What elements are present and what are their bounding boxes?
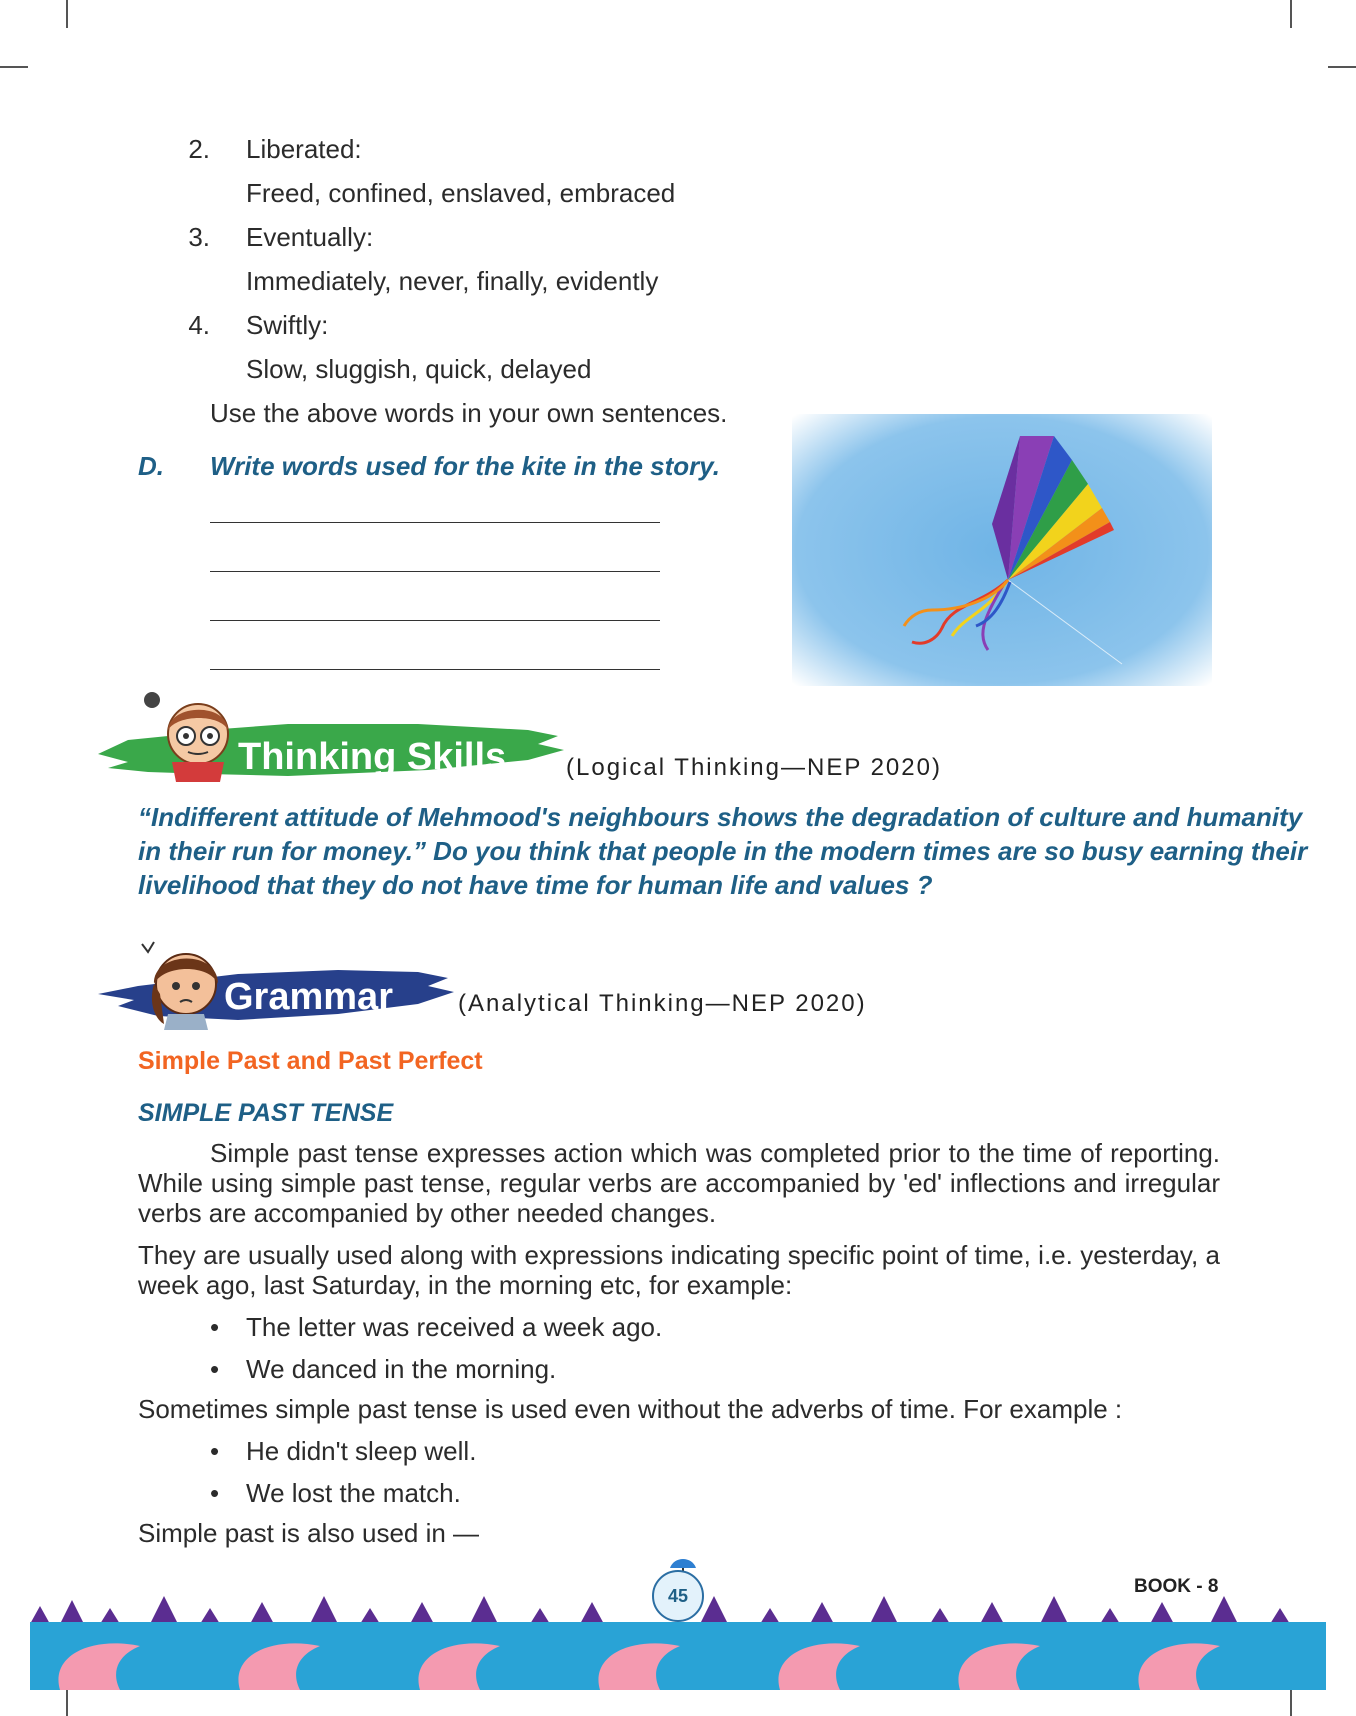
vocab-instruction: Use the above words in your own sentences. — [210, 398, 728, 428]
example-bullet: • We danced in the morning. — [210, 1354, 557, 1384]
grammar-paragraph: Simple past is also used in — — [138, 1518, 480, 1548]
page-number: 45 — [652, 1570, 704, 1622]
section-letter: D. — [138, 451, 164, 481]
crop-mark — [1290, 1688, 1292, 1716]
thinking-nep-tag: (Logical Thinking—NEP 2020) — [566, 754, 942, 781]
example-bullet: • We lost the match. — [210, 1478, 461, 1508]
grammar-heading: SIMPLE PAST TENSE — [138, 1099, 394, 1127]
example-bullet: • He didn't sleep well. — [210, 1436, 477, 1466]
answer-line[interactable] — [210, 620, 660, 621]
vocab-options: Slow, sluggish, quick, delayed — [246, 354, 592, 384]
book-label: BOOK - 8 — [1134, 1576, 1219, 1597]
answer-line[interactable] — [210, 571, 660, 572]
grammar-nep-tag: (Analytical Thinking—NEP 2020) — [458, 990, 867, 1017]
crop-mark — [1328, 66, 1356, 68]
vocab-options: Freed, confined, enslaved, embraced — [246, 178, 676, 208]
answer-line[interactable] — [210, 522, 660, 523]
crop-mark — [66, 1688, 68, 1716]
crop-mark — [66, 0, 68, 28]
thinking-question-line: in their run for money.” Do you think that people in the modern times are so busy earning their — [138, 836, 1308, 866]
grammar-paragraph: Sometimes simple past tense is used even without the adverbs of time. For example : — [138, 1394, 1123, 1424]
grammar-paragraph: They are usually used along with expressions indicating specific point of time, i.e. yesterday, a week ago, last Saturday, in the morning etc, for example: — [138, 1240, 1220, 1300]
thinking-skills-label: Thinking Skills — [238, 736, 507, 778]
grammar-label: Grammar — [224, 976, 393, 1018]
section-question: Write words used for the kite in the story. — [210, 451, 720, 481]
answer-line[interactable] — [210, 669, 660, 670]
kite-image — [792, 414, 1212, 686]
grammar-paragraph: Simple past tense expresses action which was completed prior to the time of reporting. While using simple past tense, regular verbs are accompanied by 'ed' inflections and irregular verbs are accompanied by other needed changes. — [138, 1138, 1220, 1228]
grammar-subtitle: Simple Past and Past Perfect — [138, 1047, 483, 1075]
thinking-question-line: “Indifferent attitude of Mehmood's neighbours shows the degradation of culture and humanity — [138, 802, 1303, 832]
vocab-word: Swiftly: — [246, 310, 329, 340]
river — [30, 1622, 1326, 1690]
example-bullet: • The letter was received a week ago. — [210, 1312, 663, 1342]
vocab-word: Liberated: — [246, 134, 362, 164]
thinking-question-line: livelihood that they do not have time for human life and values ? — [138, 870, 933, 900]
crop-mark — [0, 66, 28, 68]
vocab-options: Immediately, never, finally, evidently — [246, 266, 659, 296]
crop-mark — [1290, 0, 1292, 28]
vocab-word: Eventually: — [246, 222, 374, 252]
